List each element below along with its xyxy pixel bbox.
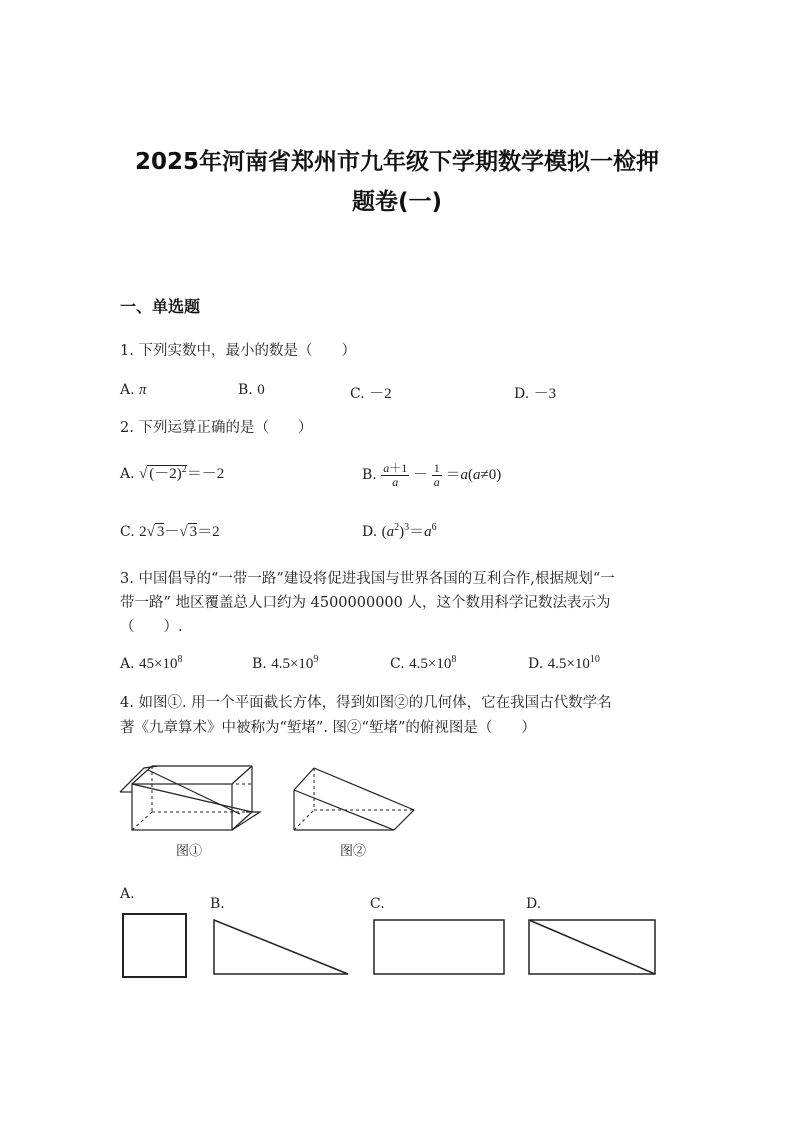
q2-option-b[interactable] [362,462,501,489]
page-title: 2025年河南省郑州市九年级下学期数学模拟一检押 [134,149,659,175]
option-label: A. [120,382,135,398]
question-3-line3: （ ）. [120,619,183,635]
q2-option-a[interactable] [120,462,224,483]
q2-option-c[interactable] [120,520,220,541]
q2-option-d[interactable] [362,520,437,541]
q4-option-a-square[interactable] [120,912,190,980]
option-value: －2 [369,386,392,402]
option-label: C. [120,524,135,540]
question-2-stem: 2. 下列运算正确的是（ ） [120,420,313,436]
q4-option-b-triangle[interactable] [210,916,352,978]
math-expression: 2√ 3－√ 3＝2 [139,524,220,540]
option-value: $4.5\times 10^{10}$ [547,654,600,672]
figure-1-cuboid [118,762,263,834]
page-title-line2: 题卷(一) [351,189,443,215]
option-label: B. [238,382,253,398]
option-label: C. [350,386,365,402]
option-value: π [139,382,147,398]
option-value: $4.5\times 10^8$ [409,654,457,672]
option-label: A. [120,656,135,672]
q3-option-c[interactable] [390,654,456,673]
option-value: $4.5\times 10^9$ [271,654,319,672]
math-expression: $\frac{a+1}{a}$ － $\frac{1}{a}$ ＝a(a≠0) [383,461,502,489]
option-label: A. [120,466,135,482]
math-expression: √ $(-2)^2=-2$ [139,464,225,482]
section-title: 一、单选题 [120,297,201,316]
q1-option-d[interactable] [514,382,556,403]
option-label: C. [390,656,405,672]
option-value: －3 [533,386,557,402]
question-1-stem: 1. 下列实数中，最小的数是（ ） [120,343,356,359]
question-4-line1: 4. 如图①. 用一个平面截长方体，得到如图②的几何体，它在我国古代数学名 [120,695,612,711]
option-label: D. [362,524,378,540]
q3-option-b[interactable] [252,654,318,673]
q4-option-c-label[interactable]: C. [370,896,385,912]
figure-1-caption: 图① [176,844,203,859]
question-3-line2: 带一路” 地区覆盖总人口约为 4500000000 人，这个数用科学记数法表示为 [120,595,611,611]
option-value: 0 [257,382,265,398]
option-label: B. [252,656,267,672]
q4-option-c-rectangle[interactable] [370,916,508,978]
q1-option-c[interactable] [350,382,392,403]
q4-option-a-label[interactable]: A. [120,886,135,902]
q1-option-a[interactable] [120,382,147,399]
option-label: B. [362,466,377,483]
option-value: $45\times 10^8$ [139,654,183,672]
figure-2-prism [290,764,420,834]
q3-option-a[interactable] [120,654,182,673]
figure-2-caption: 图② [340,844,367,859]
q4-option-d-rectangle-diagonal[interactable] [526,916,658,978]
question-4-line2: 著《九章算术》中被称为“堑堵”. 图②“堑堵”的俯视图是（ ） [120,720,536,736]
option-label: D. [514,386,530,402]
option-label: D. [528,656,544,672]
q4-option-d-label[interactable]: D. [526,896,542,912]
q1-option-b[interactable] [238,382,265,399]
math-expression: $(a^2)^3=a^6$ [381,522,437,540]
question-3-line1: 3. 中国倡导的“一带一路”建设将促进我国与世界各国的互利合作,根据规划“一 [120,571,615,587]
q4-option-b-label[interactable]: B. [210,896,225,912]
q3-option-d[interactable] [528,654,600,673]
